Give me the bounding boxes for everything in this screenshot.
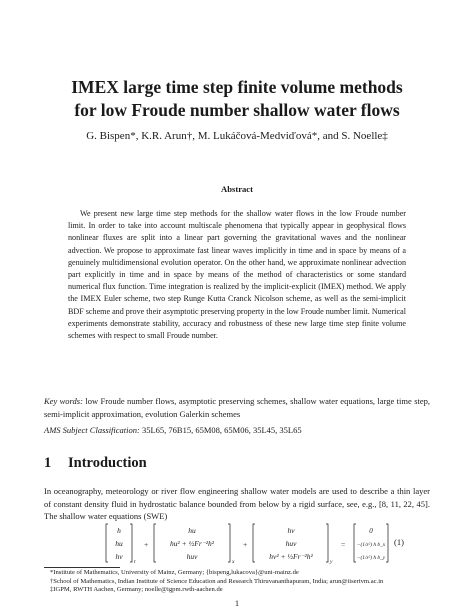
eq-vec2-row1: hu <box>188 526 196 535</box>
eq-vec1-row1: h <box>117 526 121 535</box>
svg-text:=: = <box>341 540 346 549</box>
eq-bracket <box>130 524 132 562</box>
eq-vec1-row3: hv <box>115 552 123 561</box>
abstract-heading: Abstract <box>221 184 253 194</box>
keywords-text: low Froude number flows, asymptotic preserving schemes, shallow water equations, large time step, semi-implicit approximation, evolution Galerkin schemes <box>44 396 431 419</box>
footnote-2: †School of Mathematics, Indian Institute of Science Education and Research Thiruvananthapuram, India; arun@iisertvm.ac.in <box>50 577 384 585</box>
eq-vec3-row1: hv <box>287 526 295 535</box>
eq-bracket <box>154 524 156 562</box>
msc-text: 35L65, 76B15, 65M08, 65M06, 35L45, 35L65 <box>141 425 302 435</box>
intro-paragraph: In oceanography, meteorology or river flow engineering shallow water models are used to describe a thin layer of constant density fluid in hydrostatic balance bounded from below by a rigid surface, see, e.g., [8, 11, 22, 45]. The shallow water equations (SWE) <box>44 486 430 522</box>
eq-vec3-row2: huv <box>285 539 297 548</box>
eq-vec2-sub: x <box>232 559 235 564</box>
eq-bracket <box>326 524 328 562</box>
author-list: G. Bispen*, K.R. Arun†, M. Lukáčová-Medviďová*, and S. Noelle‡ <box>86 130 388 142</box>
footnote-1: *Institute of Mathematics, University of Mainz, Germany; {bispeng,lukacova}@uni-mainz.de <box>50 569 299 576</box>
msc-label: AMS Subject Classification: <box>44 425 140 435</box>
eq-vec1-row2: hu <box>115 539 123 548</box>
eq-bracket <box>253 524 255 562</box>
svg-text:+: + <box>243 540 248 549</box>
paper-title <box>20 76 454 122</box>
eq-bracket <box>354 524 356 562</box>
footnote-3: ‡IGPM, RWTH Aachen, Germany; noelle@igpm.rwth-aachen.de <box>50 586 223 594</box>
eq-vec3-row3: hv² + ½Fr⁻²h² <box>269 552 313 561</box>
eq-bracket <box>106 524 108 562</box>
eq-bracket <box>386 524 388 562</box>
title-line-1: IMEX large time step finite volume methods <box>71 77 403 97</box>
subject-classification <box>44 425 430 435</box>
eq-vec2-row3: huv <box>186 552 198 561</box>
eq-vec1-sub: t <box>134 559 136 564</box>
section-number: 1 <box>44 455 52 471</box>
keywords-label: Key words: <box>44 396 83 406</box>
keywords <box>44 395 430 421</box>
eq-vec2-row2: hu² + ½Fr⁻²h² <box>170 539 214 548</box>
eq-bracket <box>228 524 230 562</box>
eq-vec3-sub: y <box>330 559 333 564</box>
section-heading <box>44 455 147 472</box>
title-line-2: for low Froude number shallow water flows <box>74 100 400 120</box>
abstract-text: We present new large time step methods for the shallow water flows in the low Froude number limit. In order to take into account multiscale phenomena that typically appear in geophysical flows nonlinear fluxes are split into a linear part governing the gravitational waves and the nonlinear advection. We propose to approximate fast linear waves implicitly in time and in space by means of a genuinely multidimensional evolution operator. On the other hand, we approximate nonlinear advection part explicitly in time and in space by means of the method of characteristics or some standard numerical flux function. Time integration is realized by the implicit-explicit (IMEX) method. We apply the IMEX Euler scheme, two step Runge Kutta Cranck Nicolson scheme, as well as the semi-implicit BDF scheme and prove their asymptotic preserving property in the low Froude number limit. Numerical experiments demonstrate stability, accuracy and robustness of these new large time step finite volume schemes with respect to small Froude number. <box>68 209 406 341</box>
page-number: 1 <box>234 598 240 608</box>
svg-text:+: + <box>144 540 149 549</box>
eq-rhs-row2: −(1/ε²) h b_x <box>356 542 386 548</box>
footnote-rule <box>44 567 120 568</box>
eq-rhs-row3: −(1/ε²) h b_y <box>356 555 386 561</box>
equation-number: (1) <box>394 537 404 547</box>
eq-rhs-row1: 0 <box>369 527 373 535</box>
footnotes <box>44 569 430 595</box>
section-title: Introduction <box>68 455 147 471</box>
swe-equation <box>104 522 430 564</box>
